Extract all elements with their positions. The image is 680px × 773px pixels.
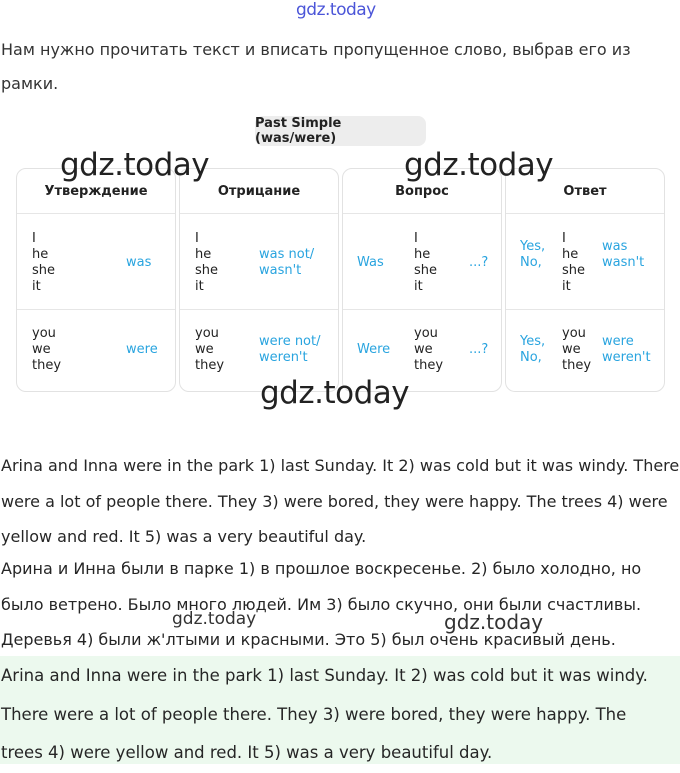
verb-form xyxy=(259,334,321,366)
answer-lead xyxy=(520,334,545,366)
question-lead: Were xyxy=(357,342,391,357)
pronoun: it xyxy=(195,279,204,294)
pronoun: she xyxy=(562,263,586,278)
pronoun: he xyxy=(195,247,212,262)
pronoun: we xyxy=(195,342,214,357)
text-line: Арина и Инна были в парке 1) в прошлое воскресенье. 2) было холодно, но xyxy=(1,559,642,578)
table-row xyxy=(180,214,338,310)
verb-form xyxy=(602,239,644,271)
question-lead: Was xyxy=(357,255,384,270)
pronoun: it xyxy=(562,279,571,294)
answer-line: Arina and Inna were in the park 1) last Sunday. It 2) was cold but it was windy. xyxy=(1,666,648,685)
pronoun: she xyxy=(195,263,219,278)
answer-text xyxy=(1,657,648,773)
pronoun: we xyxy=(414,342,433,357)
verb-line: was xyxy=(602,239,628,254)
intro-line-2: рамки. xyxy=(1,74,59,93)
verb-line: was not/ xyxy=(259,247,315,262)
watermark-text-mid: gdz.today xyxy=(172,609,257,629)
grammar-box-title: Past Simple (was/were) xyxy=(255,116,426,146)
pronoun: she xyxy=(32,263,56,278)
pronoun: she xyxy=(414,263,438,278)
table-row xyxy=(506,310,664,390)
verb-line: were xyxy=(602,334,634,349)
table-row xyxy=(343,214,501,310)
verb-form xyxy=(259,247,314,279)
pronoun: you xyxy=(414,326,438,341)
pronoun: they xyxy=(32,358,62,373)
text-line: Arina and Inna were in the park 1) last Sunday. It 2) was cold but it was windy. There xyxy=(1,456,680,475)
pronoun-list xyxy=(32,231,55,295)
pronoun-list xyxy=(414,326,443,374)
pronoun-list xyxy=(414,231,437,295)
pronoun: it xyxy=(32,279,41,294)
pronoun-list xyxy=(195,326,224,374)
text-english xyxy=(1,448,679,555)
question-tail: ...? xyxy=(469,342,489,357)
text-line: было ветрено. Было много людей. Им 3) было скучно, они были счастливы. xyxy=(1,594,642,614)
pronoun: he xyxy=(32,247,49,262)
column-header: Утверждение xyxy=(17,169,175,214)
watermark-text-right: gdz.today xyxy=(444,610,544,634)
table-row xyxy=(17,310,175,390)
answer-no: No, xyxy=(520,350,542,365)
verb-line: wasn't xyxy=(602,255,645,270)
pronoun-list xyxy=(562,231,585,295)
pronoun: you xyxy=(562,326,586,341)
pronoun: they xyxy=(414,358,444,373)
column-question xyxy=(342,168,502,392)
pronoun: I xyxy=(195,231,199,246)
pronoun-list xyxy=(32,326,61,374)
pronoun: you xyxy=(32,326,56,341)
column-header: Ответ xyxy=(506,169,664,214)
pronoun: we xyxy=(562,342,581,357)
answer-block xyxy=(0,656,680,764)
text-line: Деревья 4) были ж'лтыми и красными. Это 5) был очень красивый день. xyxy=(1,630,616,649)
pronoun: they xyxy=(195,358,225,373)
pronoun: they xyxy=(562,358,592,373)
verb-line: were not/ xyxy=(259,334,321,349)
verb-form xyxy=(602,334,651,366)
answer-no: No, xyxy=(520,255,542,270)
pronoun: I xyxy=(32,231,36,246)
answer-line: trees 4) were yellow and red. It 5) was a very beautiful day. xyxy=(1,743,493,762)
pronoun: I xyxy=(562,231,566,246)
question-tail: ...? xyxy=(469,255,489,270)
text-russian xyxy=(1,551,641,658)
verb-form: were xyxy=(126,342,158,357)
pronoun: he xyxy=(414,247,431,262)
answer-yes: Yes, xyxy=(520,239,546,254)
pronoun-list xyxy=(562,326,591,374)
column-answer xyxy=(505,168,665,392)
answer-line: There were a lot of people there. They 3) were bored, they were happy. The xyxy=(1,704,627,724)
pronoun: he xyxy=(562,247,579,262)
watermark-top: gdz.today xyxy=(296,0,376,20)
verb-line: wasn't xyxy=(259,263,302,278)
pronoun: we xyxy=(32,342,51,357)
watermark-table-bottom: gdz.today xyxy=(260,375,410,411)
table-row xyxy=(17,214,175,310)
column-header: Отрицание xyxy=(180,169,338,214)
pronoun: I xyxy=(414,231,418,246)
verb-line: weren't xyxy=(602,350,651,365)
pronoun-list xyxy=(195,231,218,295)
column-negative xyxy=(179,168,339,392)
verb-form: was xyxy=(126,255,152,270)
pronoun: it xyxy=(414,279,423,294)
watermark-table-left: gdz.today xyxy=(60,147,210,183)
pronoun: you xyxy=(195,326,219,341)
text-line: yellow and red. It 5) was a very beautiful day. xyxy=(1,527,367,546)
intro-line-1: Нам нужно прочитать текст и вписать пропущенное слово, выбрав его из xyxy=(1,40,631,59)
text-line: were a lot of people there. They 3) were bored, they were happy. The trees 4) were xyxy=(1,491,668,511)
answer-yes: Yes, xyxy=(520,334,546,349)
intro-instruction xyxy=(1,33,661,101)
column-affirmative xyxy=(16,168,176,392)
column-header: Вопрос xyxy=(343,169,501,214)
watermark-table-right: gdz.today xyxy=(404,147,554,183)
table-row xyxy=(506,214,664,310)
answer-lead xyxy=(520,239,545,271)
verb-line: weren't xyxy=(259,350,308,365)
